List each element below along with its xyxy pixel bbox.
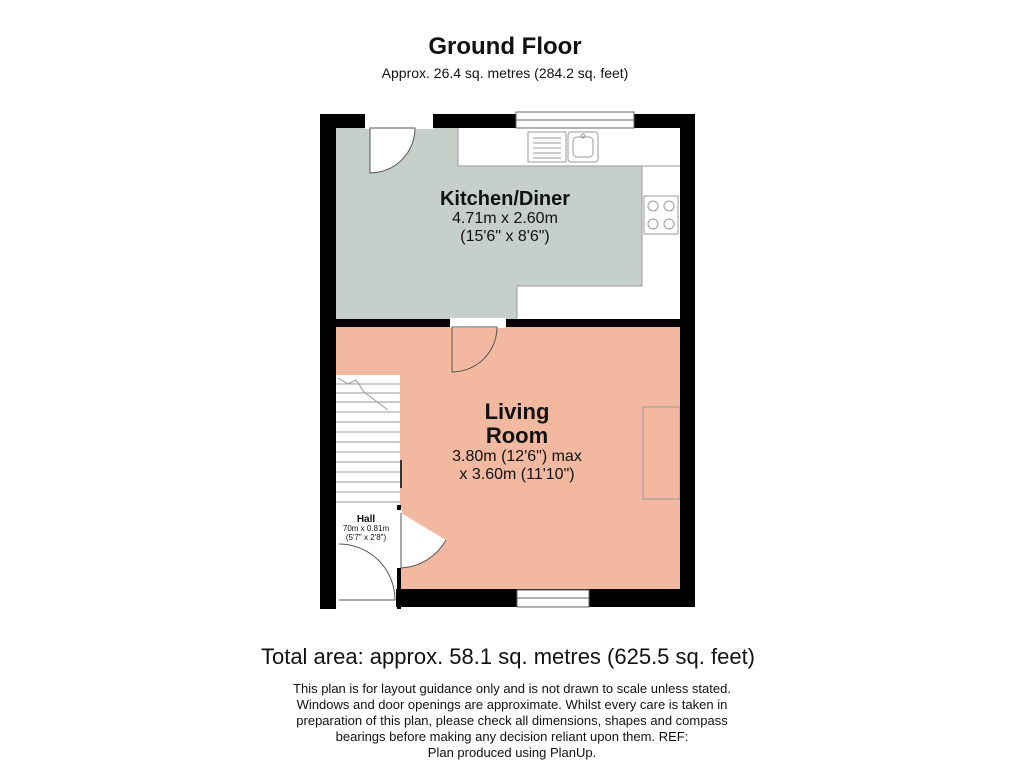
floor-area-subtitle: Approx. 26.4 sq. metres (284.2 sq. feet) bbox=[381, 65, 629, 81]
living-room-dims: 3.80m (12'6") max bbox=[452, 448, 582, 466]
total-area: Total area: approx. 58.1 sq. metres (625.5 sq. feet) bbox=[260, 644, 756, 669]
hob bbox=[644, 196, 678, 234]
floor-title: Ground Floor bbox=[428, 33, 582, 60]
kitchen-diner-name: Kitchen/Diner bbox=[439, 188, 571, 210]
living-room-name-line1: Living bbox=[484, 399, 550, 424]
disclaimer-line: bearings before making any decision reliant upon them. REF: bbox=[335, 729, 689, 744]
hall-dims: 70m x 0.81m bbox=[342, 524, 390, 533]
disclaimer-line: Plan produced using PlanUp. bbox=[427, 745, 597, 760]
kitchen-diner-dims: 4.71m x 2.60m bbox=[452, 210, 558, 227]
living-room-dims-imperial: x 3.60m (11'10") bbox=[459, 465, 575, 483]
living-room-label bbox=[412, 400, 622, 484]
disclaimer-line: This plan is for layout guidance only and is not drawn to scale unless stated. bbox=[293, 681, 731, 696]
hall-dims-imperial: (5'7" x 2'8") bbox=[345, 532, 387, 542]
living-room-name-line2: Room bbox=[485, 423, 549, 449]
disclaimer-line: preparation of this plan, please check all dimensions, shapes and compass bbox=[296, 713, 728, 728]
disclaimer bbox=[262, 681, 762, 761]
kitchen-diner-dims-imperial: (15'6" x 8'6") bbox=[460, 227, 550, 245]
disclaimer-line: Windows and door openings are approximate. Whilst every care is taken in bbox=[296, 697, 728, 712]
sink-unit bbox=[528, 132, 598, 162]
kitchen-diner-label bbox=[400, 188, 610, 245]
hall-name: Hall bbox=[356, 514, 376, 525]
hall-label bbox=[336, 514, 396, 543]
